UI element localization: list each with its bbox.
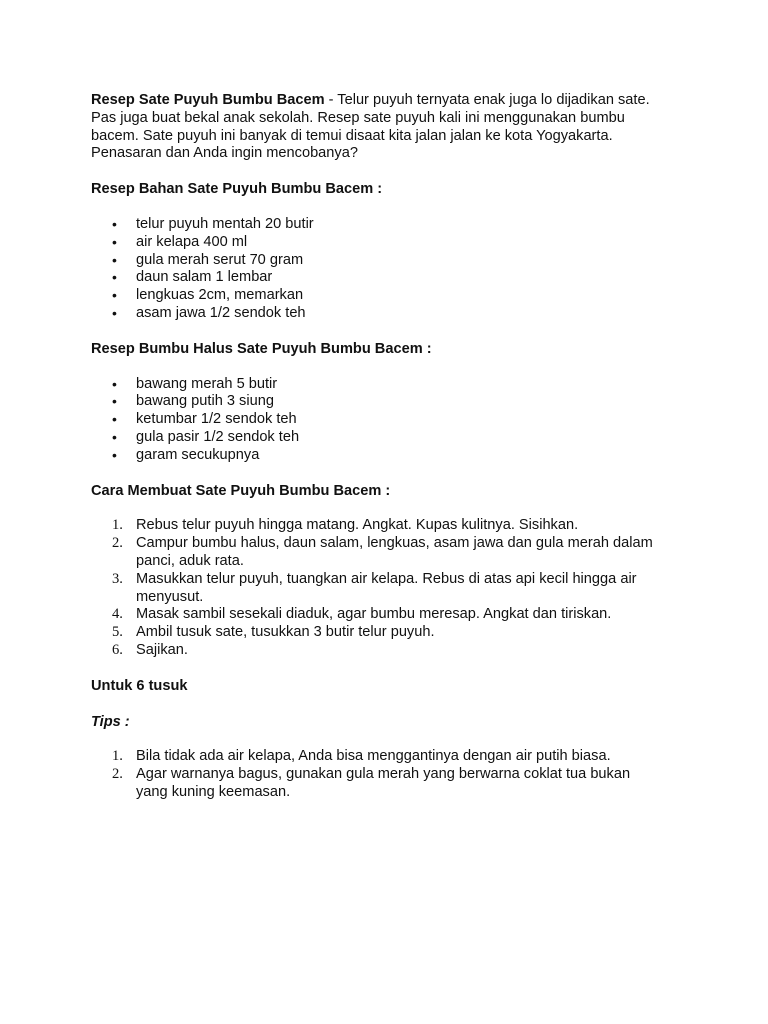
cara-heading: Cara Membuat Sate Puyuh Bumbu Bacem : (91, 482, 391, 499)
bumbu-list (91, 376, 691, 465)
bullet-icon: • (112, 251, 117, 268)
list-item (91, 252, 691, 270)
step-item (91, 517, 691, 535)
tip-text-continued: yang kuning keemasan. (136, 783, 291, 800)
list-item (91, 287, 691, 305)
bullet-icon: • (112, 375, 117, 392)
bullet-icon: • (112, 215, 117, 232)
recipe-title: Resep Sate Puyuh Bumbu Bacem (91, 92, 325, 108)
step-text: Sajikan. (136, 641, 188, 658)
list-item (91, 429, 691, 447)
tip-number: 2. (112, 766, 123, 783)
intro-line-1: - Telur puyuh ternyata enak juga lo dijadikan sate. (324, 92, 650, 108)
step-number: 1. (112, 517, 123, 534)
list-item (91, 447, 691, 465)
list-item-text: gula pasir 1/2 sendok teh (136, 428, 300, 445)
list-item (91, 234, 691, 252)
step-text: Ambil tusuk sate, tusukkan 3 butir telur puyuh. (136, 624, 435, 641)
step-item (91, 624, 691, 642)
bullet-icon: • (112, 233, 117, 250)
step-number: 5. (112, 624, 123, 641)
step-item (91, 535, 691, 571)
bullet-icon: • (112, 269, 117, 286)
intro-line-4: Penasaran dan Anda ingin mencobanya? (91, 145, 358, 162)
intro-paragraph (91, 92, 691, 163)
step-text: Masak sambil sesekali diaduk, agar bumbu meresap. Angkat dan tiriskan. (136, 606, 612, 623)
tip-text: Agar warnanya bagus, gunakan gula merah yang berwarna coklat tua bukan (136, 766, 631, 783)
tips-heading: Tips : (91, 713, 130, 730)
bahan-heading: Resep Bahan Sate Puyuh Bumbu Bacem : (91, 181, 383, 198)
tip-text: Bila tidak ada air kelapa, Anda bisa menggantinya dengan air putih biasa. (136, 748, 611, 765)
intro-line-3: bacem. Sate puyuh ini banyak di temui disaat kita jalan jalan ke kota Yogyakarta. (91, 127, 613, 144)
tip-item (91, 766, 691, 802)
list-item-text: gula merah serut 70 gram (136, 251, 304, 268)
list-item (91, 269, 691, 287)
bahan-list (91, 216, 691, 323)
step-item (91, 642, 691, 660)
step-number: 2. (112, 535, 123, 552)
list-item-text: air kelapa 400 ml (136, 233, 248, 250)
tip-item (91, 748, 691, 766)
list-item-text: daun salam 1 lembar (136, 269, 273, 286)
list-item (91, 376, 691, 394)
intro-line-2: Pas juga buat bekal anak sekolah. Resep sate puyuh kali ini menggunakan bumbu (91, 109, 625, 126)
list-item-text: garam secukupnya (136, 446, 260, 463)
step-number: 3. (112, 570, 123, 587)
step-number: 4. (112, 606, 123, 623)
cara-steps (91, 517, 691, 659)
tip-number: 1. (112, 748, 123, 765)
list-item-text: lengkuas 2cm, memarkan (136, 287, 304, 304)
step-text: Rebus telur puyuh hingga matang. Angkat. Kupas kulitnya. Sisihkan. (136, 517, 579, 534)
bullet-icon: • (112, 411, 117, 428)
yield-text: Untuk 6 tusuk (91, 677, 188, 694)
list-item (91, 216, 691, 234)
bullet-icon: • (112, 393, 117, 410)
step-item (91, 571, 691, 607)
step-number: 6. (112, 641, 123, 658)
list-item (91, 305, 691, 323)
bullet-icon: • (112, 446, 117, 463)
step-text: Campur bumbu halus, daun salam, lengkuas, asam jawa dan gula merah dalam (136, 535, 653, 552)
bullet-icon: • (112, 428, 117, 445)
step-text-continued: menyusut. (136, 588, 204, 605)
tips-steps (91, 748, 691, 801)
bullet-icon: • (112, 287, 117, 304)
list-item-text: asam jawa 1/2 sendok teh (136, 304, 306, 321)
bumbu-heading: Resep Bumbu Halus Sate Puyuh Bumbu Bacem : (91, 340, 432, 357)
bullet-icon: • (112, 304, 117, 321)
step-text-continued: panci, aduk rata. (136, 552, 244, 569)
list-item (91, 393, 691, 411)
list-item (91, 411, 691, 429)
list-item-text: telur puyuh mentah 20 butir (136, 215, 314, 232)
list-item-text: ketumbar 1/2 sendok teh (136, 411, 297, 428)
step-text: Masukkan telur puyuh, tuangkan air kelapa. Rebus di atas api kecil hingga air (136, 570, 637, 587)
list-item-text: bawang putih 3 siung (136, 393, 274, 410)
document-page (91, 92, 691, 802)
list-item-text: bawang merah 5 butir (136, 375, 278, 392)
step-item (91, 606, 691, 624)
